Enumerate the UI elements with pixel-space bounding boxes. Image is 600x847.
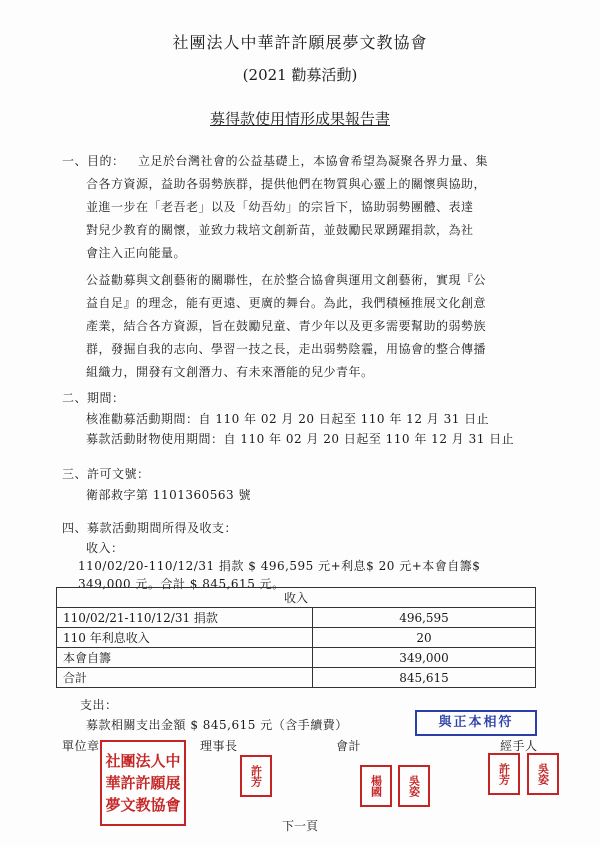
report-title: 募得款使用情形成果報告書 <box>209 110 390 128</box>
purpose-para2-line: 群，發掘自我的志向、學習一技之長，走出弱勢陰霾，用協會的整合傳播 <box>86 342 487 356</box>
purpose-para2-line: 組織力，開發有文創潛力、有未來潛能的兒少青年。 <box>86 365 374 379</box>
income-label: 四、募款活動期間所得及收支： <box>62 521 238 535</box>
next-page-label: 下一頁 <box>281 819 318 833</box>
purpose-line: 合各方資源，益助各弱勢族群，提供他們在物質與心靈上的關懷與協助， <box>86 177 487 191</box>
table-row <box>57 668 536 688</box>
table-header-row <box>57 588 536 608</box>
accountant-seal-stamp-2: 吳姿 <box>398 765 430 807</box>
handler-label: 經手人 <box>500 739 538 753</box>
income-summary: 110/02/20-110/12/31 捐款 $ 496,595 元+利息$ 20 元+本會自籌$ <box>78 559 481 573</box>
permit-number: 衛部救字第 1101360563 號 <box>86 488 251 502</box>
chairman-seal-stamp: 許芳 <box>240 755 272 797</box>
row-item: 110 年利息收入 <box>57 628 313 648</box>
table-row <box>57 628 536 648</box>
accountant-label: 會計 <box>336 739 362 753</box>
row-item: 本會自籌 <box>57 648 313 668</box>
table-row <box>57 648 536 668</box>
purpose-para2-line: 益自足』的理念，能有更遠、更廣的舞台。為此，我們積極推展文化創意 <box>86 296 487 310</box>
purpose-para2-line: 產業，結合各方資源，旨在鼓勵兒童、青少年以及更多需要幫助的弱勢族 <box>86 319 487 333</box>
purpose-line: 會注入正向能量。 <box>86 246 187 260</box>
period-label: 二、期間： <box>62 391 125 405</box>
org-title: 社團法人中華許許願展夢文教協會 <box>172 33 428 52</box>
table-header: 收入 <box>57 588 536 608</box>
purpose-label: 一、目的： <box>62 154 125 168</box>
certified-copy-stamp: 與正本相符 <box>415 710 537 736</box>
permit-label: 三、許可文號： <box>62 467 150 481</box>
handler-seal-stamp: 許芳 <box>488 753 520 795</box>
income-table <box>56 587 536 688</box>
approved-period: 核准勸募活動期間：自 110 年 02 月 20 日起至 110 年 12 月 31 日止 <box>86 412 490 426</box>
unit-seal-label: 單位章 <box>62 739 100 753</box>
income-sub: 收入： <box>86 541 124 555</box>
expense-line: 募款相關支出金額 $ 845,615 元（含手續費） <box>86 718 348 732</box>
chairman-label: 理事長 <box>200 739 238 753</box>
usage-period: 募款活動財物使用期間：自 110 年 02 月 20 日起至 110 年 12 月 31 日止 <box>86 432 515 446</box>
income-summary: 349,000 元。合計 $ 845,615 元。 <box>78 577 285 591</box>
purpose-line: 並進一步在「老吾老」以及「幼吾幼」的宗旨下，協助弱勢團體、表達 <box>86 200 474 214</box>
expense-label: 支出： <box>80 698 118 712</box>
row-item: 合計 <box>57 668 313 688</box>
accountant-seal-stamp: 楊國 <box>360 765 392 807</box>
row-amount: 496,595 <box>313 608 536 628</box>
purpose-para2-line: 公益勸募與文創藝術的關聯性，在於整合協會與運用文創藝術，實現『公 <box>86 273 487 287</box>
row-amount: 349,000 <box>313 648 536 668</box>
handler-seal-stamp-2: 吳姿 <box>527 753 559 795</box>
row-amount: 845,615 <box>313 668 536 688</box>
purpose-line: 對兒少教育的關懷，並致力栽培文創新苗，並鼓勵民眾踴躍捐款，為社 <box>86 223 474 237</box>
table-row <box>57 608 536 628</box>
unit-seal-stamp: 社團法人中華許許願展夢文教協會 <box>100 740 186 826</box>
event-subtitle: (2021 勸募活動) <box>242 66 358 84</box>
row-amount: 20 <box>313 628 536 648</box>
purpose-line: 立足於台灣社會的公益基礎上，本協會希望為凝聚各界力量、集 <box>138 154 489 168</box>
row-item: 110/02/21-110/12/31 捐款 <box>57 608 313 628</box>
